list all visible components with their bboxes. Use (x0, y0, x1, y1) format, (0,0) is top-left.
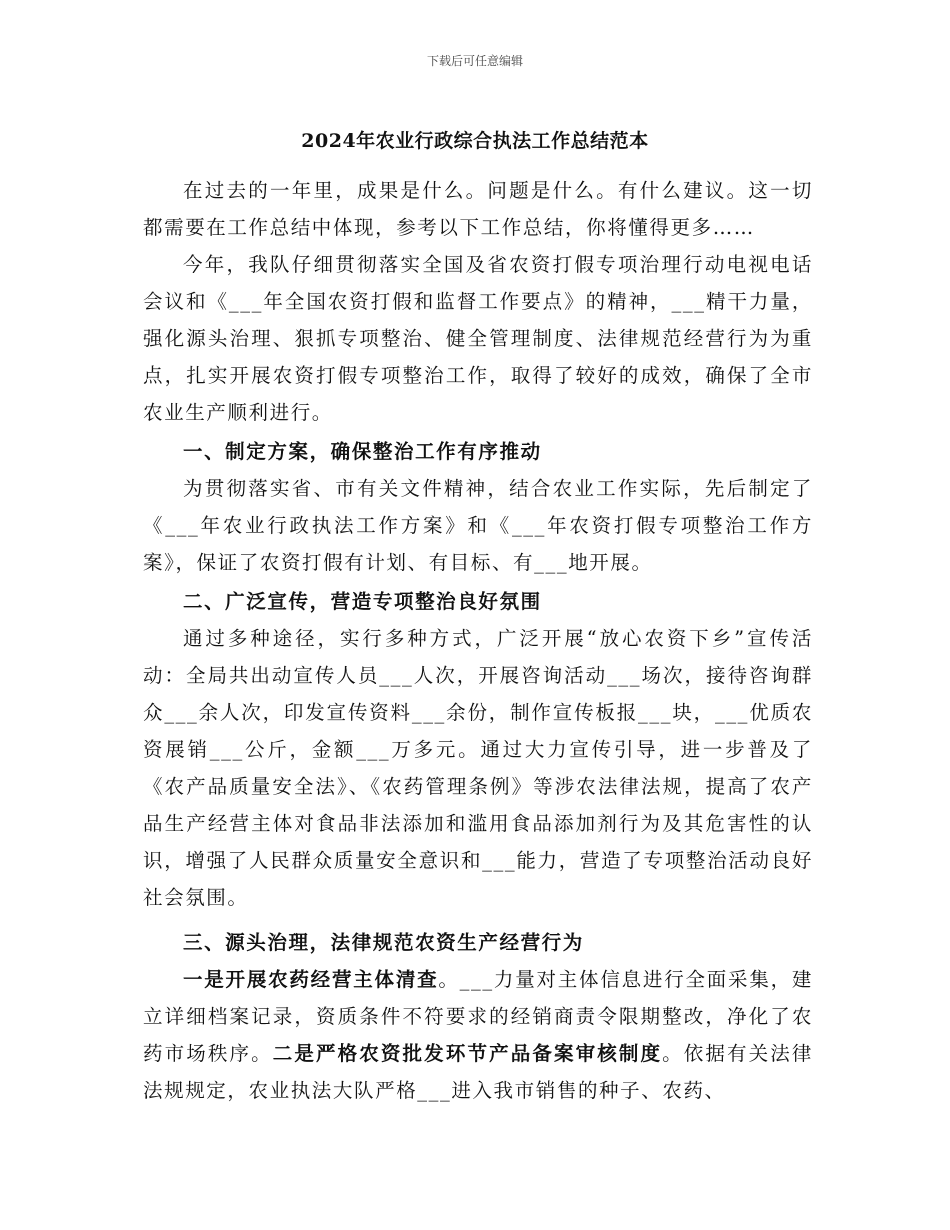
point-2-text: 。依据有关法律法规规定，农业执法大队严格___进入我市销售的种子、农药、 (143, 1042, 813, 1102)
header-note: 下载后可任意编辑 (426, 54, 523, 68)
point-1-lead: 一是开展农药经营主体清查 (182, 968, 439, 991)
paragraph-1: 今年，我队仔细贯彻落实全国及省农资打假专项治理行动电视电话会议和《___年全国农资打假和监督工作要点》的精神，___精干力量，强化源头治理、狠抓专项整治、健全管理制度、法律规范经营行为为重点，扎实开展农资打假专项整治工作，取得了较好的成效，确保了全市农业生产顺利进行。 (143, 253, 813, 424)
section-heading-1: 一、制定方案，确保整治工作有序推动 (182, 440, 542, 463)
paragraph-4 (143, 961, 813, 1109)
point-2-lead: 二是严格农资批发环节产品备案审核制度 (272, 1042, 663, 1065)
paragraph-3: 通过多种途径，实行多种方式，广泛开展“放心农资下乡”宣传活动：全局共出动宣传人员___人次，开展咨询活动___场次，接待咨询群众___余人次，印发宣传资料___余份，制作宣传板报___块，___优质农资展销___公斤，金额___万多元。通过大力宣传引导，进一步普及了《农产品质量安全法》、《农药管理条例》等涉农法律法规，提高了农产品生产经营主体对食品非法添加和滥用食品添加剂行为及其危害性的认识，增强了人民群众质量安全意识和___能力，营造了专项整治活动良好社会氛围。 (143, 627, 813, 909)
point-1-text: 。___力量对主体信息进行全面采集，建立详细档案记录，资质条件不符要求的经销商责令限期整改，净化了农药市场秩序。 (143, 968, 813, 1065)
intro-paragraph: 在过去的一年里，成果是什么。问题是什么。有什么建议。这一切都需要在工作总结中体现，参考以下工作总结，你将懂得更多…… (143, 179, 813, 239)
paragraph-2: 为贯彻落实省、市有关文件精神，结合农业工作实际，先后制定了《___年农业行政执法工作方案》和《___年农资打假专项整治工作方案》，保证了农资打假有计划、有目标、有___地开展。 (143, 477, 813, 574)
section-heading-3: 三、源头治理，法律规范农资生产经营行为 (182, 931, 584, 954)
section-heading-2: 二、广泛宣传，营造专项整治良好氛围 (182, 590, 542, 613)
document-body (143, 172, 813, 1109)
document-title: 2024年农业行政综合执法工作总结范本 (301, 130, 649, 152)
